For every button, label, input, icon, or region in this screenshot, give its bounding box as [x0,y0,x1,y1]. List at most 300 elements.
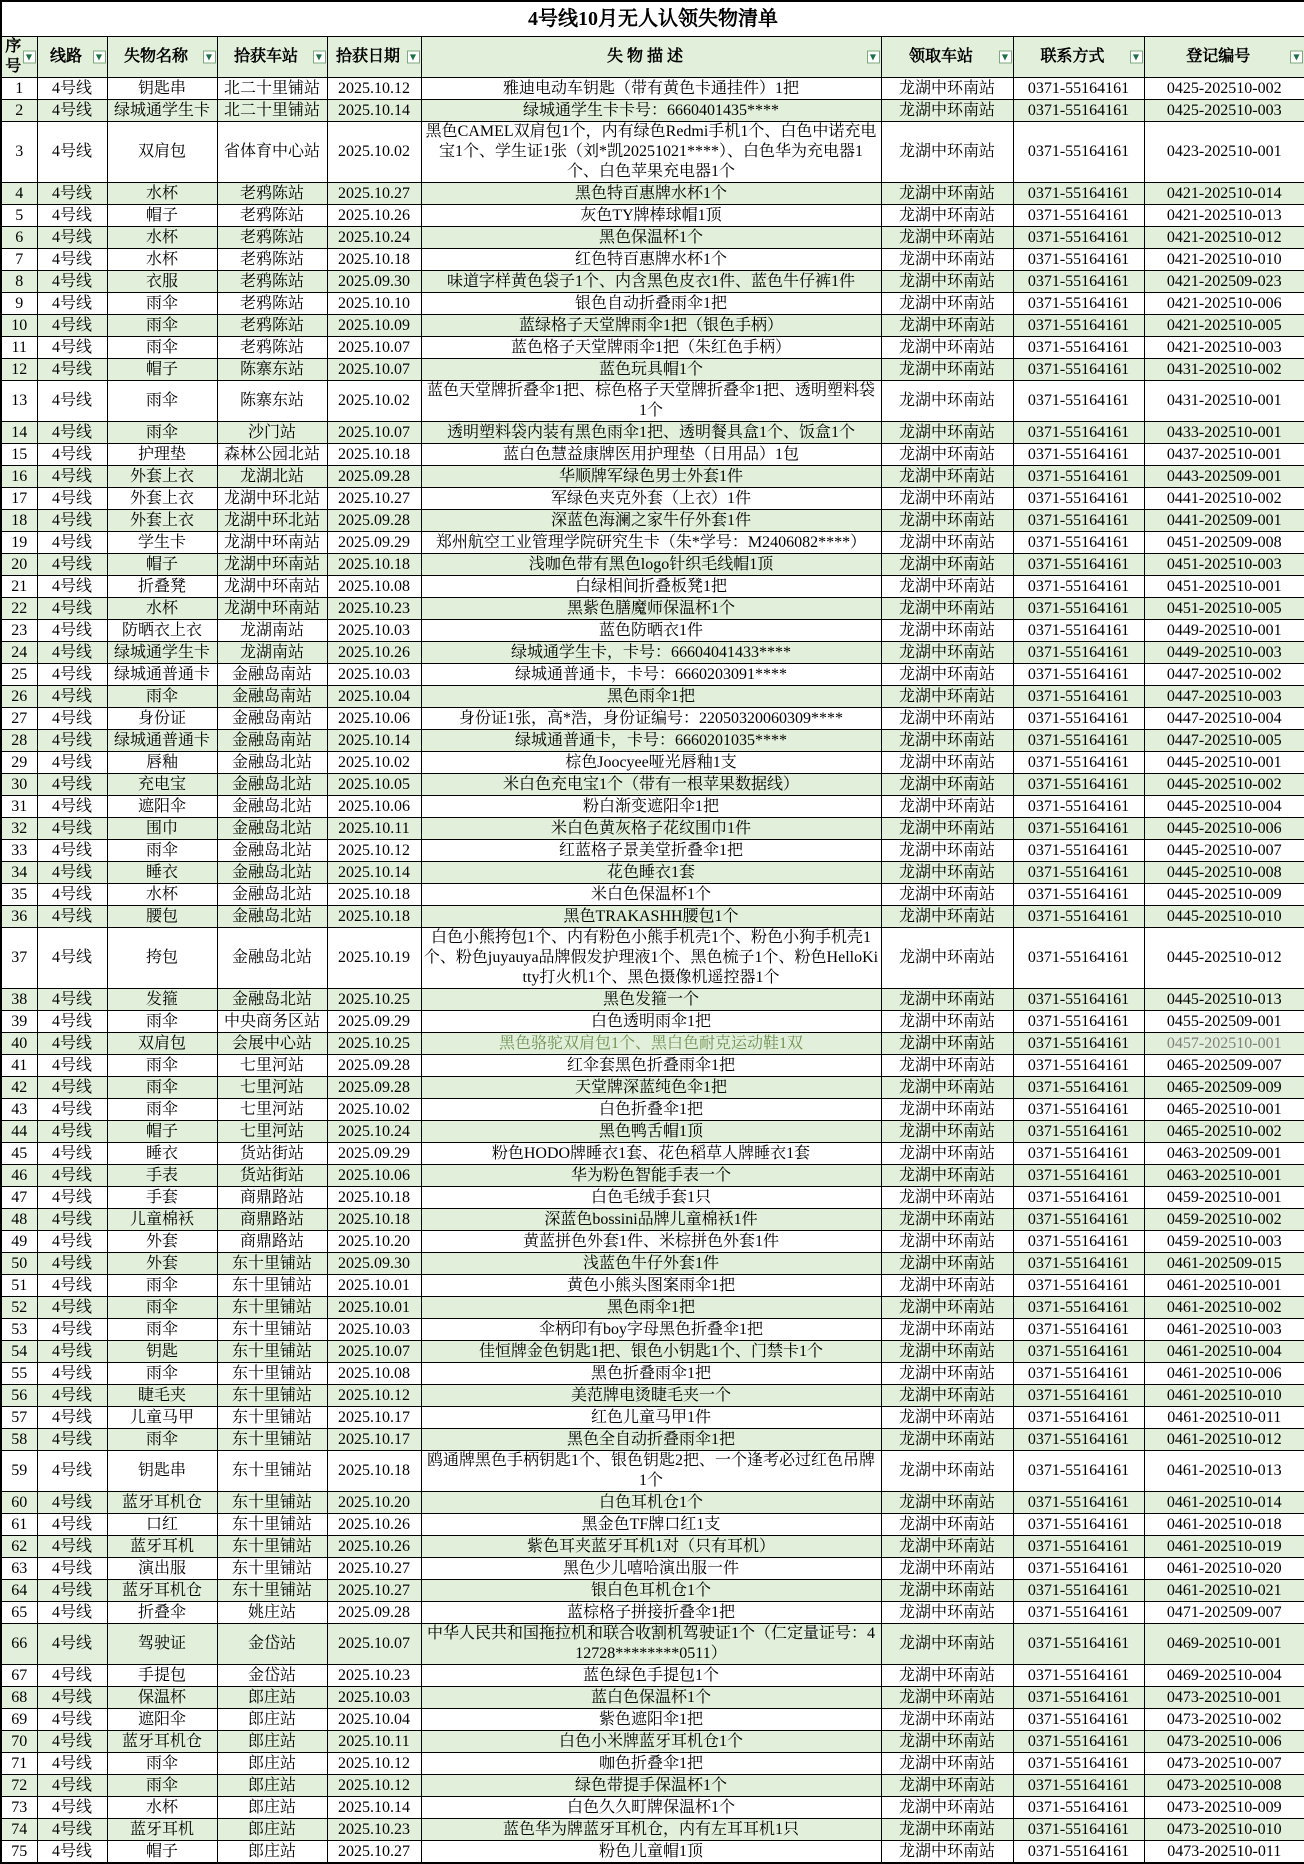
column-header-pickup-station[interactable] [881,37,1013,78]
cell-contact[interactable]: 0371-55164161 [1013,1055,1144,1077]
cell-item-name[interactable]: 水杯 [107,1797,217,1819]
cell-item-name[interactable]: 雨伞 [107,381,217,422]
cell-line[interactable]: 4号线 [37,1165,107,1187]
cell-description[interactable]: 雅迪电动车钥匙（带有黄色卡通挂件）1把 [421,78,881,100]
cell-found-date[interactable]: 2025.10.24 [327,227,421,249]
cell-pickup-station[interactable]: 龙湖中环南站 [881,1841,1013,1864]
cell-description[interactable]: 米白色黄灰格子花纹围巾1件 [421,818,881,840]
cell-description[interactable]: 白色折叠伞1把 [421,1099,881,1121]
cell-line[interactable]: 4号线 [37,1407,107,1429]
cell-contact[interactable]: 0371-55164161 [1013,1077,1144,1099]
cell-item-name[interactable]: 蓝牙耳机仓 [107,1580,217,1602]
cell-seq[interactable]: 43 [1,1099,37,1121]
cell-found-station[interactable]: 老鸦陈站 [217,337,327,359]
cell-description[interactable]: 咖色折叠伞1把 [421,1753,881,1775]
cell-pickup-station[interactable]: 龙湖中环南站 [881,989,1013,1011]
cell-item-name[interactable]: 外套 [107,1231,217,1253]
cell-reg-no[interactable]: 0465-202510-002 [1144,1121,1304,1143]
cell-line[interactable]: 4号线 [37,862,107,884]
cell-line[interactable]: 4号线 [37,183,107,205]
cell-line[interactable]: 4号线 [37,1819,107,1841]
cell-seq[interactable]: 63 [1,1558,37,1580]
cell-line[interactable]: 4号线 [37,100,107,122]
cell-contact[interactable]: 0371-55164161 [1013,1580,1144,1602]
cell-contact[interactable]: 0371-55164161 [1013,554,1144,576]
cell-description[interactable]: 绿色带提手保温杯1个 [421,1775,881,1797]
cell-found-station[interactable]: 商鼎路站 [217,1209,327,1231]
cell-item-name[interactable]: 蓝牙耳机仓 [107,1731,217,1753]
cell-item-name[interactable]: 手套 [107,1187,217,1209]
cell-reg-no[interactable]: 0451-202510-005 [1144,598,1304,620]
cell-pickup-station[interactable]: 龙湖中环南站 [881,444,1013,466]
cell-line[interactable]: 4号线 [37,1275,107,1297]
cell-found-date[interactable]: 2025.10.18 [327,884,421,906]
cell-description[interactable]: 黄蓝拼色外套1件、米棕拼色外套1件 [421,1231,881,1253]
cell-description[interactable]: 绿城通学生卡卡号：6660401435**** [421,100,881,122]
cell-found-station[interactable]: 金融岛北站 [217,774,327,796]
filter-dropdown-icon[interactable]: ▼ [1130,51,1143,64]
cell-reg-no[interactable]: 0469-202510-001 [1144,1624,1304,1665]
cell-reg-no[interactable]: 0421-202510-003 [1144,337,1304,359]
cell-item-name[interactable]: 钥匙 [107,1341,217,1363]
cell-description[interactable]: 白色透明雨伞1把 [421,1011,881,1033]
cell-item-name[interactable]: 雨伞 [107,1753,217,1775]
cell-found-date[interactable]: 2025.09.28 [327,1077,421,1099]
cell-pickup-station[interactable]: 龙湖中环南站 [881,1580,1013,1602]
cell-pickup-station[interactable]: 龙湖中环南站 [881,1099,1013,1121]
cell-seq[interactable]: 46 [1,1165,37,1187]
cell-seq[interactable]: 37 [1,928,37,989]
cell-found-station[interactable]: 龙湖南站 [217,642,327,664]
cell-contact[interactable]: 0371-55164161 [1013,532,1144,554]
cell-pickup-station[interactable]: 龙湖中环南站 [881,1536,1013,1558]
cell-found-station[interactable]: 货站街站 [217,1165,327,1187]
cell-description[interactable]: 白色毛绒手套1只 [421,1187,881,1209]
cell-seq[interactable]: 39 [1,1011,37,1033]
cell-reg-no[interactable]: 0469-202510-004 [1144,1665,1304,1687]
cell-item-name[interactable]: 绿城通普通卡 [107,664,217,686]
cell-description[interactable]: 鸥通牌黑色手柄钥匙1个、银色钥匙2把、一个逢考必过红色吊牌1个 [421,1451,881,1492]
cell-seq[interactable]: 67 [1,1665,37,1687]
cell-reg-no[interactable]: 0473-202510-002 [1144,1709,1304,1731]
cell-found-station[interactable]: 北二十里铺站 [217,100,327,122]
cell-found-date[interactable]: 2025.10.18 [327,906,421,928]
cell-found-station[interactable]: 森林公园北站 [217,444,327,466]
cell-item-name[interactable]: 帽子 [107,205,217,227]
cell-found-station[interactable]: 老鸦陈站 [217,183,327,205]
cell-description[interactable]: 灰色TY牌棒球帽1顶 [421,205,881,227]
cell-contact[interactable]: 0371-55164161 [1013,664,1144,686]
cell-pickup-station[interactable]: 龙湖中环南站 [881,642,1013,664]
cell-contact[interactable]: 0371-55164161 [1013,78,1144,100]
cell-item-name[interactable]: 身份证 [107,708,217,730]
cell-found-station[interactable]: 商鼎路站 [217,1231,327,1253]
cell-contact[interactable]: 0371-55164161 [1013,1363,1144,1385]
cell-line[interactable]: 4号线 [37,510,107,532]
cell-found-date[interactable]: 2025.10.18 [327,1187,421,1209]
cell-line[interactable]: 4号线 [37,532,107,554]
cell-description[interactable]: 绿城通学生卡，卡号：66604041433**** [421,642,881,664]
cell-found-date[interactable]: 2025.10.20 [327,1492,421,1514]
cell-item-name[interactable]: 防晒衣上衣 [107,620,217,642]
cell-found-station[interactable]: 东十里铺站 [217,1297,327,1319]
cell-pickup-station[interactable]: 龙湖中环南站 [881,664,1013,686]
cell-found-station[interactable]: 省体育中心站 [217,122,327,183]
cell-seq[interactable]: 34 [1,862,37,884]
cell-description[interactable]: 郑州航空工业管理学院研究生卡（朱*学号：M2406082****） [421,532,881,554]
cell-description[interactable]: 深蓝色bossini品牌儿童棉袄1件 [421,1209,881,1231]
cell-reg-no[interactable]: 0473-202510-007 [1144,1753,1304,1775]
cell-found-date[interactable]: 2025.10.14 [327,100,421,122]
cell-found-date[interactable]: 2025.10.04 [327,686,421,708]
cell-found-date[interactable]: 2025.10.27 [327,1580,421,1602]
cell-line[interactable]: 4号线 [37,642,107,664]
cell-item-name[interactable]: 腰包 [107,906,217,928]
cell-contact[interactable]: 0371-55164161 [1013,1841,1144,1864]
cell-description[interactable]: 白色耳机仓1个 [421,1492,881,1514]
cell-pickup-station[interactable]: 龙湖中环南站 [881,1143,1013,1165]
cell-line[interactable]: 4号线 [37,1731,107,1753]
cell-reg-no[interactable]: 0445-202510-010 [1144,906,1304,928]
cell-reg-no[interactable]: 0445-202510-008 [1144,862,1304,884]
cell-pickup-station[interactable]: 龙湖中环南站 [881,532,1013,554]
cell-item-name[interactable]: 儿童马甲 [107,1407,217,1429]
cell-pickup-station[interactable]: 龙湖中环南站 [881,554,1013,576]
cell-reg-no[interactable]: 0425-202510-003 [1144,100,1304,122]
cell-item-name[interactable]: 雨伞 [107,422,217,444]
cell-line[interactable]: 4号线 [37,730,107,752]
cell-found-date[interactable]: 2025.10.03 [327,1319,421,1341]
cell-line[interactable]: 4号线 [37,1624,107,1665]
cell-contact[interactable]: 0371-55164161 [1013,205,1144,227]
cell-item-name[interactable]: 雨伞 [107,840,217,862]
cell-pickup-station[interactable]: 龙湖中环南站 [881,796,1013,818]
cell-contact[interactable]: 0371-55164161 [1013,576,1144,598]
cell-seq[interactable]: 61 [1,1514,37,1536]
cell-item-name[interactable]: 帽子 [107,359,217,381]
cell-description[interactable]: 米白色充电宝1个（带有一根苹果数据线） [421,774,881,796]
cell-line[interactable]: 4号线 [37,1011,107,1033]
cell-line[interactable]: 4号线 [37,1841,107,1864]
cell-pickup-station[interactable]: 龙湖中环南站 [881,1753,1013,1775]
cell-description[interactable]: 华顺牌军绿色男士外套1件 [421,466,881,488]
cell-contact[interactable]: 0371-55164161 [1013,1797,1144,1819]
cell-seq[interactable]: 33 [1,840,37,862]
cell-item-name[interactable]: 学生卡 [107,532,217,554]
filter-dropdown-icon[interactable]: ▼ [1290,51,1303,64]
cell-description[interactable]: 白色久久町牌保温杯1个 [421,1797,881,1819]
cell-description[interactable]: 花色睡衣1套 [421,862,881,884]
cell-description[interactable]: 红蓝格子景美堂折叠伞1把 [421,840,881,862]
cell-item-name[interactable]: 帽子 [107,554,217,576]
cell-found-station[interactable]: 金融岛南站 [217,664,327,686]
cell-found-station[interactable]: 金融岛北站 [217,840,327,862]
cell-seq[interactable]: 21 [1,576,37,598]
cell-reg-no[interactable]: 0465-202510-001 [1144,1099,1304,1121]
cell-reg-no[interactable]: 0455-202509-001 [1144,1011,1304,1033]
column-header-contact[interactable] [1013,37,1144,78]
cell-seq[interactable]: 65 [1,1602,37,1624]
cell-line[interactable]: 4号线 [37,1209,107,1231]
cell-pickup-station[interactable]: 龙湖中环南站 [881,1429,1013,1451]
cell-pickup-station[interactable]: 龙湖中环南站 [881,1275,1013,1297]
cell-contact[interactable]: 0371-55164161 [1013,249,1144,271]
cell-found-station[interactable]: 七里河站 [217,1099,327,1121]
cell-reg-no[interactable]: 0421-202510-012 [1144,227,1304,249]
cell-reg-no[interactable]: 0461-202509-015 [1144,1253,1304,1275]
cell-pickup-station[interactable]: 龙湖中环南站 [881,1165,1013,1187]
cell-found-date[interactable]: 2025.10.24 [327,1121,421,1143]
cell-contact[interactable]: 0371-55164161 [1013,1209,1144,1231]
cell-item-name[interactable]: 水杯 [107,183,217,205]
cell-item-name[interactable]: 演出服 [107,1558,217,1580]
cell-found-date[interactable]: 2025.10.23 [327,1819,421,1841]
cell-seq[interactable]: 29 [1,752,37,774]
cell-item-name[interactable]: 折叠凳 [107,576,217,598]
cell-reg-no[interactable]: 0461-202510-011 [1144,1407,1304,1429]
cell-seq[interactable]: 6 [1,227,37,249]
cell-seq[interactable]: 41 [1,1055,37,1077]
cell-contact[interactable]: 0371-55164161 [1013,1231,1144,1253]
cell-description[interactable]: 深蓝色海澜之家牛仔外套1件 [421,510,881,532]
cell-reg-no[interactable]: 0461-202510-021 [1144,1580,1304,1602]
cell-description[interactable]: 透明塑料袋内装有黑色雨伞1把、透明餐具盒1个、饭盒1个 [421,422,881,444]
cell-pickup-station[interactable]: 龙湖中环南站 [881,271,1013,293]
cell-found-date[interactable]: 2025.10.27 [327,183,421,205]
cell-contact[interactable]: 0371-55164161 [1013,1602,1144,1624]
cell-found-station[interactable]: 金岱站 [217,1665,327,1687]
cell-found-date[interactable]: 2025.10.07 [327,1341,421,1363]
cell-description[interactable]: 黑色雨伞1把 [421,686,881,708]
cell-found-station[interactable]: 东十里铺站 [217,1536,327,1558]
cell-item-name[interactable]: 挎包 [107,928,217,989]
cell-found-date[interactable]: 2025.10.18 [327,444,421,466]
cell-seq[interactable]: 62 [1,1536,37,1558]
cell-pickup-station[interactable]: 龙湖中环南站 [881,906,1013,928]
cell-contact[interactable]: 0371-55164161 [1013,620,1144,642]
cell-seq[interactable]: 14 [1,422,37,444]
cell-item-name[interactable]: 睫毛夹 [107,1385,217,1407]
cell-item-name[interactable]: 雨伞 [107,686,217,708]
cell-item-name[interactable]: 雨伞 [107,293,217,315]
cell-found-date[interactable]: 2025.10.12 [327,1753,421,1775]
cell-contact[interactable]: 0371-55164161 [1013,1253,1144,1275]
cell-contact[interactable]: 0371-55164161 [1013,1165,1144,1187]
cell-pickup-station[interactable]: 龙湖中环南站 [881,774,1013,796]
filter-dropdown-icon[interactable]: ▼ [313,51,326,64]
cell-found-date[interactable]: 2025.09.29 [327,1011,421,1033]
cell-reg-no[interactable]: 0431-202510-001 [1144,381,1304,422]
cell-contact[interactable]: 0371-55164161 [1013,598,1144,620]
cell-description[interactable]: 紫色耳夹蓝牙耳机1对（只有耳机） [421,1536,881,1558]
cell-description[interactable]: 黑色特百惠牌水杯1个 [421,183,881,205]
cell-line[interactable]: 4号线 [37,1363,107,1385]
cell-item-name[interactable]: 水杯 [107,884,217,906]
cell-description[interactable]: 红色儿童马甲1件 [421,1407,881,1429]
cell-found-date[interactable]: 2025.10.08 [327,576,421,598]
cell-pickup-station[interactable]: 龙湖中环南站 [881,510,1013,532]
cell-reg-no[interactable]: 0421-202510-013 [1144,205,1304,227]
cell-contact[interactable]: 0371-55164161 [1013,1775,1144,1797]
cell-line[interactable]: 4号线 [37,620,107,642]
cell-seq[interactable]: 64 [1,1580,37,1602]
cell-pickup-station[interactable]: 龙湖中环南站 [881,315,1013,337]
cell-found-date[interactable]: 2025.10.01 [327,1275,421,1297]
cell-item-name[interactable]: 绿城通学生卡 [107,100,217,122]
cell-description[interactable]: 黑色保温杯1个 [421,227,881,249]
cell-pickup-station[interactable]: 龙湖中环南站 [881,752,1013,774]
cell-description[interactable]: 米白色保温杯1个 [421,884,881,906]
cell-item-name[interactable]: 外套上衣 [107,466,217,488]
cell-line[interactable]: 4号线 [37,488,107,510]
cell-item-name[interactable]: 帽子 [107,1121,217,1143]
cell-reg-no[interactable]: 0423-202510-001 [1144,122,1304,183]
cell-found-date[interactable]: 2025.10.06 [327,1165,421,1187]
cell-found-station[interactable]: 郎庄站 [217,1731,327,1753]
cell-seq[interactable]: 75 [1,1841,37,1864]
cell-item-name[interactable]: 双肩包 [107,1033,217,1055]
cell-seq[interactable]: 70 [1,1731,37,1753]
cell-item-name[interactable]: 钥匙串 [107,1451,217,1492]
cell-reg-no[interactable]: 0461-202510-013 [1144,1451,1304,1492]
cell-found-station[interactable]: 金融岛北站 [217,884,327,906]
cell-found-date[interactable]: 2025.10.07 [327,1624,421,1665]
cell-pickup-station[interactable]: 龙湖中环南站 [881,1033,1013,1055]
cell-found-station[interactable]: 中央商务区站 [217,1011,327,1033]
cell-found-date[interactable]: 2025.10.17 [327,1407,421,1429]
cell-found-date[interactable]: 2025.10.02 [327,1099,421,1121]
cell-description[interactable]: 绿城通普通卡，卡号：6660201035**** [421,730,881,752]
cell-found-station[interactable]: 金融岛北站 [217,862,327,884]
cell-contact[interactable]: 0371-55164161 [1013,796,1144,818]
cell-contact[interactable]: 0371-55164161 [1013,510,1144,532]
cell-pickup-station[interactable]: 龙湖中环南站 [881,359,1013,381]
cell-line[interactable]: 4号线 [37,818,107,840]
cell-seq[interactable]: 60 [1,1492,37,1514]
cell-seq[interactable]: 25 [1,664,37,686]
cell-item-name[interactable]: 睡衣 [107,862,217,884]
cell-line[interactable]: 4号线 [37,315,107,337]
cell-found-station[interactable]: 龙湖中环北站 [217,510,327,532]
cell-found-date[interactable]: 2025.09.28 [327,1602,421,1624]
cell-pickup-station[interactable]: 龙湖中环南站 [881,1797,1013,1819]
cell-line[interactable]: 4号线 [37,249,107,271]
cell-found-date[interactable]: 2025.09.29 [327,1143,421,1165]
cell-line[interactable]: 4号线 [37,840,107,862]
cell-contact[interactable]: 0371-55164161 [1013,488,1144,510]
cell-contact[interactable]: 0371-55164161 [1013,422,1144,444]
cell-description[interactable]: 美范牌电烫睫毛夹一个 [421,1385,881,1407]
cell-line[interactable]: 4号线 [37,1033,107,1055]
cell-found-station[interactable]: 东十里铺站 [217,1514,327,1536]
cell-found-station[interactable]: 龙湖中环南站 [217,532,327,554]
cell-item-name[interactable]: 外套 [107,1253,217,1275]
cell-reg-no[interactable]: 0445-202510-001 [1144,752,1304,774]
cell-reg-no[interactable]: 0473-202510-006 [1144,1731,1304,1753]
cell-pickup-station[interactable]: 龙湖中环南站 [881,1363,1013,1385]
cell-line[interactable]: 4号线 [37,1753,107,1775]
cell-reg-no[interactable]: 0461-202510-006 [1144,1363,1304,1385]
cell-seq[interactable]: 7 [1,249,37,271]
cell-line[interactable]: 4号线 [37,1231,107,1253]
filter-dropdown-icon[interactable]: ▼ [93,51,106,64]
cell-contact[interactable]: 0371-55164161 [1013,1143,1144,1165]
cell-line[interactable]: 4号线 [37,1558,107,1580]
cell-found-station[interactable]: 七里河站 [217,1121,327,1143]
cell-seq[interactable]: 51 [1,1275,37,1297]
cell-found-station[interactable]: 东十里铺站 [217,1253,327,1275]
cell-line[interactable]: 4号线 [37,227,107,249]
cell-found-station[interactable]: 东十里铺站 [217,1580,327,1602]
cell-line[interactable]: 4号线 [37,884,107,906]
cell-found-station[interactable]: 金融岛北站 [217,906,327,928]
cell-found-date[interactable]: 2025.10.01 [327,1297,421,1319]
cell-reg-no[interactable]: 0421-202510-010 [1144,249,1304,271]
cell-item-name[interactable]: 保温杯 [107,1687,217,1709]
cell-seq[interactable]: 28 [1,730,37,752]
cell-seq[interactable]: 10 [1,315,37,337]
cell-pickup-station[interactable]: 龙湖中环南站 [881,1407,1013,1429]
cell-description[interactable]: 银白色耳机仓1个 [421,1580,881,1602]
cell-pickup-station[interactable]: 龙湖中环南站 [881,293,1013,315]
cell-description[interactable]: 身份证1张，高*浩，身份证编号：22050320060309**** [421,708,881,730]
cell-description[interactable]: 蓝白色慧益康牌医用护理垫（日用品）1包 [421,444,881,466]
cell-description[interactable]: 黑紫色膳魔师保温杯1个 [421,598,881,620]
cell-found-station[interactable]: 老鸦陈站 [217,227,327,249]
cell-reg-no[interactable]: 0473-202510-009 [1144,1797,1304,1819]
cell-found-date[interactable]: 2025.10.03 [327,1687,421,1709]
cell-line[interactable]: 4号线 [37,1797,107,1819]
cell-found-date[interactable]: 2025.09.29 [327,532,421,554]
cell-found-date[interactable]: 2025.10.12 [327,78,421,100]
cell-found-date[interactable]: 2025.10.05 [327,774,421,796]
cell-description[interactable]: 味道字样黄色袋子1个、内含黑色皮衣1件、蓝色牛仔裤1件 [421,271,881,293]
cell-item-name[interactable]: 睡衣 [107,1143,217,1165]
cell-found-station[interactable]: 金融岛南站 [217,686,327,708]
cell-seq[interactable]: 15 [1,444,37,466]
cell-seq[interactable]: 5 [1,205,37,227]
cell-found-date[interactable]: 2025.10.07 [327,337,421,359]
cell-found-date[interactable]: 2025.10.17 [327,1429,421,1451]
cell-contact[interactable]: 0371-55164161 [1013,862,1144,884]
cell-description[interactable]: 粉白渐变遮阳伞1把 [421,796,881,818]
cell-description[interactable]: 浅蓝色牛仔外套1件 [421,1253,881,1275]
cell-description[interactable]: 黑色折叠雨伞1把 [421,1363,881,1385]
cell-line[interactable]: 4号线 [37,774,107,796]
cell-item-name[interactable]: 水杯 [107,598,217,620]
cell-line[interactable]: 4号线 [37,1055,107,1077]
cell-pickup-station[interactable]: 龙湖中环南站 [881,1665,1013,1687]
cell-contact[interactable]: 0371-55164161 [1013,1514,1144,1536]
cell-contact[interactable]: 0371-55164161 [1013,686,1144,708]
cell-found-date[interactable]: 2025.09.28 [327,466,421,488]
cell-contact[interactable]: 0371-55164161 [1013,1624,1144,1665]
cell-item-name[interactable]: 绿城通普通卡 [107,730,217,752]
filter-dropdown-icon[interactable]: ▼ [407,51,420,64]
cell-contact[interactable]: 0371-55164161 [1013,1187,1144,1209]
cell-item-name[interactable]: 雨伞 [107,1055,217,1077]
cell-line[interactable]: 4号线 [37,444,107,466]
cell-contact[interactable]: 0371-55164161 [1013,884,1144,906]
cell-contact[interactable]: 0371-55164161 [1013,1753,1144,1775]
cell-pickup-station[interactable]: 龙湖中环南站 [881,1492,1013,1514]
cell-seq[interactable]: 3 [1,122,37,183]
cell-reg-no[interactable]: 0433-202510-001 [1144,422,1304,444]
cell-found-date[interactable]: 2025.10.26 [327,205,421,227]
cell-line[interactable]: 4号线 [37,422,107,444]
cell-item-name[interactable]: 口红 [107,1514,217,1536]
cell-found-date[interactable]: 2025.09.30 [327,1253,421,1275]
